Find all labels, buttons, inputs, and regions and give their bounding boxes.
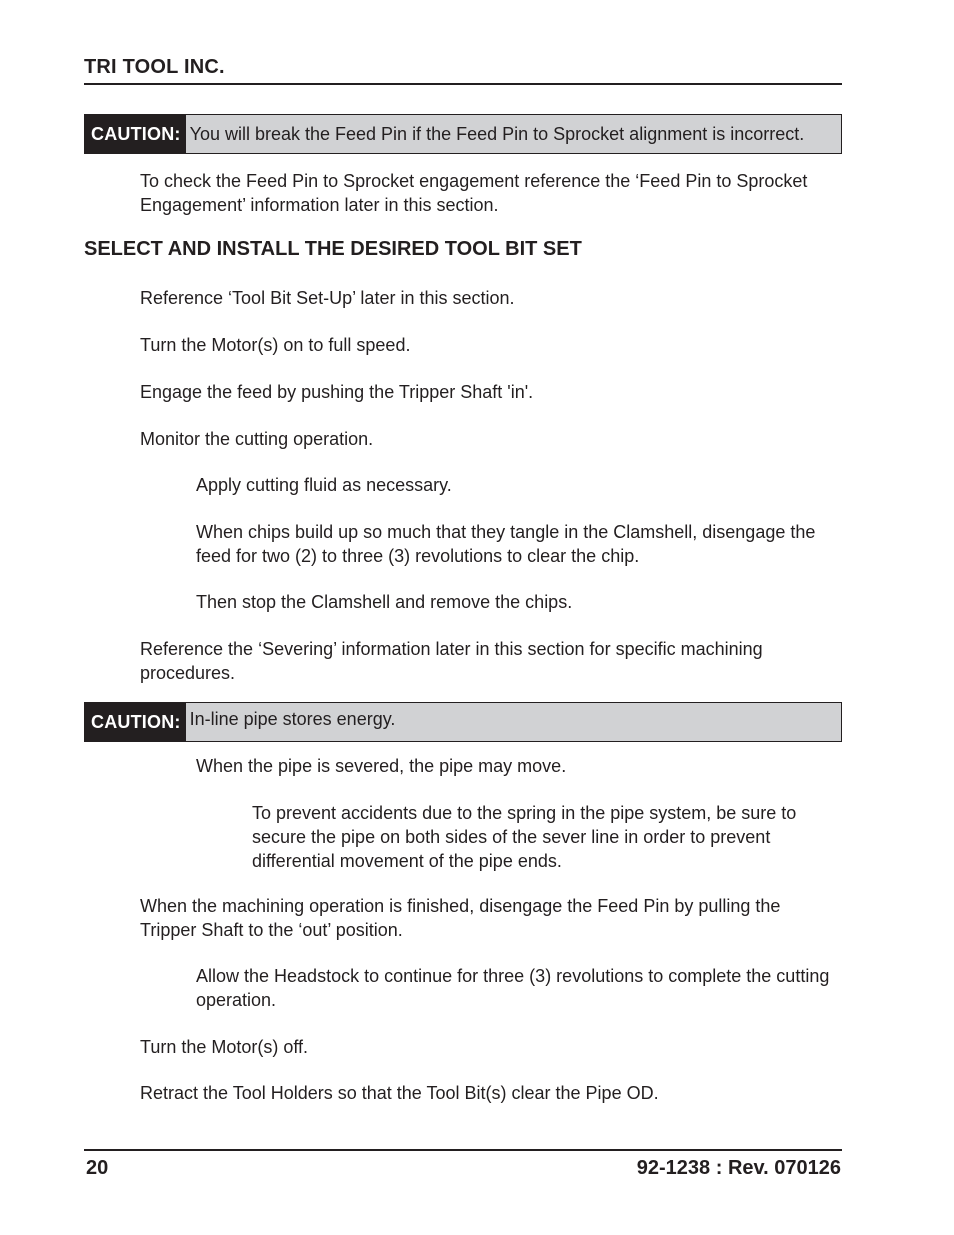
caution-text: In-line pipe stores energy. (189, 709, 396, 729)
header-rule (84, 83, 842, 85)
caution-label: CAUTION: (85, 115, 186, 153)
caution-box-pipe-energy (84, 702, 842, 742)
document-revision: 92-1238 : Rev. 070126 (636, 1157, 841, 1179)
step-retract-holders: Retract the Tool Holders so that the Tool Bit(s) clear the Pipe OD. (140, 1083, 659, 1103)
step-motor-off: Turn the Motor(s) off. (140, 1037, 309, 1057)
footer-rule (84, 1149, 842, 1151)
step-engage-feed: Engage the feed by pushing the Tripper Shaft 'in'. (140, 382, 534, 402)
step-motor-on: Turn the Motor(s) on to full speed. (140, 335, 411, 355)
note-prevent-accidents: To prevent accidents due to the spring in the pipe system, be sure to secure the pipe on both sides of the sever line in order to prevent differential movement of the pipe ends. (252, 803, 797, 871)
section-title: SELECT AND INSTALL THE DESIRED TOOL BIT SET (84, 238, 582, 260)
note-pipe-move: When the pipe is severed, the pipe may move. (196, 756, 567, 776)
caution-box-feed-pin (84, 114, 842, 154)
company-header: TRI TOOL INC. (84, 56, 225, 78)
substep-chips-tangle: When chips build up so much that they tangle in the Clamshell, disengage the feed for two (2) to three (3) revolutions to clear the chip. (196, 522, 816, 566)
substep-apply-fluid: Apply cutting fluid as necessary. (196, 475, 452, 495)
paragraph-check-engagement: To check the Feed Pin to Sprocket engagement reference the ‘Feed Pin to Sprocket Engagement’ information later in this section. (140, 171, 808, 215)
step-reference-setup: Reference ‘Tool Bit Set-Up’ later in this section. (140, 288, 515, 308)
substep-allow-headstock: Allow the Headstock to continue for three (3) revolutions to complete the cutting operation. (196, 966, 830, 1010)
caution-text: You will break the Feed Pin if the Feed Pin to Sprocket alignment is incorrect. (189, 123, 805, 144)
substep-stop-clamshell: Then stop the Clamshell and remove the chips. (196, 592, 573, 612)
step-monitor: Monitor the cutting operation. (140, 429, 374, 449)
step-machining-finished: When the machining operation is finished, disengage the Feed Pin by pulling the Tripper Shaft to the ‘out’ position. (140, 896, 781, 940)
page-number: 20 (86, 1157, 109, 1179)
step-reference-severing: Reference the ‘Severing’ information later in this section for specific machining procedures. (140, 639, 763, 683)
caution-label: CAUTION: (85, 703, 186, 741)
